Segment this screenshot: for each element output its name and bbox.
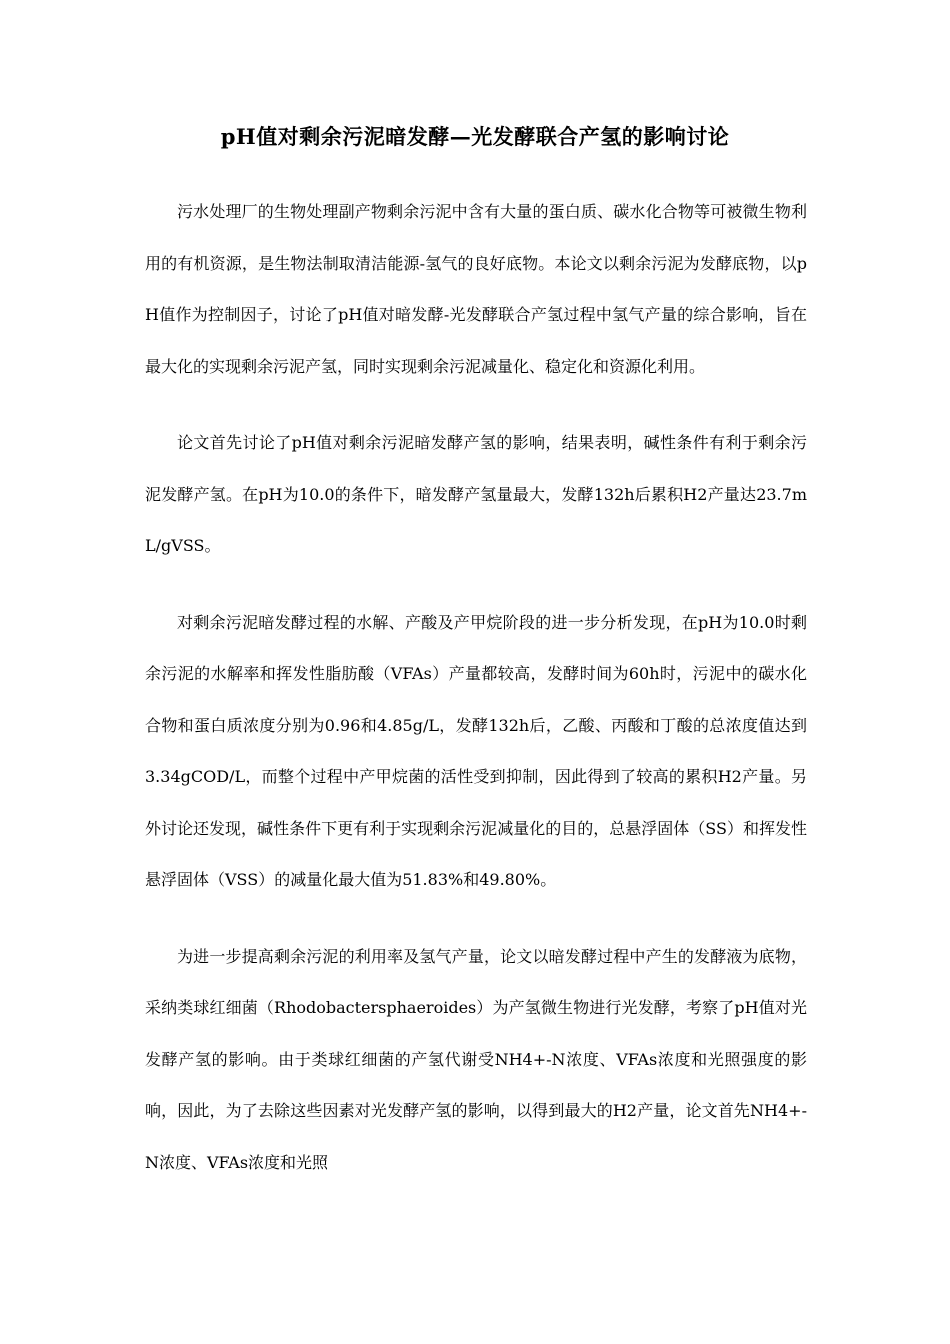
paragraph-2: 论文首先讨论了pH值对剩余污泥暗发酵产氢的影响，结果表明，碱性条件有利于剩余污泥发酵产氢。在pH为10.0的条件下，暗发酵产氢量最大，发酵132h后累积H2产量达23.7mL/gVSS。 bbox=[145, 433, 807, 555]
paragraph-1: 污水处理厂的生物处理副产物剩余污泥中含有大量的蛋白质、碳水化合物等可被微生物利用的有机资源，是生物法制取清洁能源-氢气的良好底物。本论文以剩余污泥为发酵底物，以pH值作为控制因子，讨论了pH值对暗发酵-光发酵联合产氢过程中氢气产量的综合影响，旨在最大化的实现剩余污泥产氢，同时实现剩余污泥减量化、稳定化和资源化利用。 bbox=[145, 202, 807, 376]
document-body bbox=[145, 186, 807, 1213]
document-title: pH值对剩余污泥暗发酵—光发酵联合产氢的影响讨论 bbox=[220, 124, 730, 149]
paragraph-4: 为进一步提高剩余污泥的利用率及氢气产量，论文以暗发酵过程中产生的发酵液为底物，采纳类球红细菌（Rhodobactersphaeroides）为产氢微生物进行光发酵，考察了pH值对光发酵产氢的影响。由于类球红细菌的产氢代谢受NH4+-N浓度、VFAs浓度和光照强度的影响，因此，为了去除这些因素对光发酵产氢的影响，以得到最大的H2产量，论文首先NH4+-N浓度、VFAs浓度和光照 bbox=[145, 946, 807, 1172]
paragraph-3: 对剩余污泥暗发酵过程的水解、产酸及产甲烷阶段的进一步分析发现，在pH为10.0时剩余污泥的水解率和挥发性脂肪酸（VFAs）产量都较高，发酵时间为60h时，污泥中的碳水化合物和蛋白质浓度分别为0.96和4.85g/L，发酵132h后，乙酸、丙酸和丁酸的总浓度值达到3.34gCOD/L，而整个过程中产甲烷菌的活性受到抑制，因此得到了较高的累积H2产量。另外讨论还发现，碱性条件下更有利于实现剩余污泥减量化的目的，总悬浮固体（SS）和挥发性悬浮固体（VSS）的减量化最大值为51.83%和49.80%。 bbox=[145, 612, 807, 889]
